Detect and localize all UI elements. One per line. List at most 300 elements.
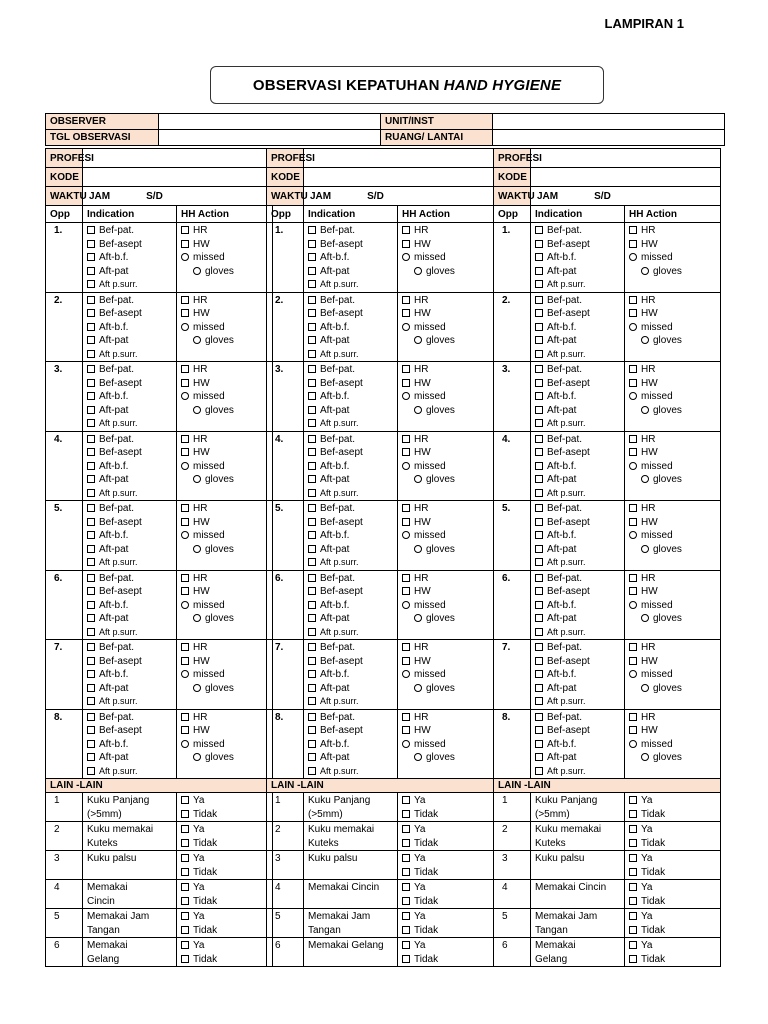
checkbox-icon[interactable] — [629, 448, 637, 456]
checkbox-icon[interactable] — [629, 518, 637, 526]
no-option[interactable] — [629, 924, 716, 938]
indication-option[interactable] — [87, 265, 172, 279]
checkbox-icon[interactable] — [535, 684, 543, 692]
missed-option[interactable] — [402, 460, 489, 474]
missed-option[interactable] — [402, 251, 489, 265]
indication-option[interactable] — [308, 765, 393, 779]
checkbox-icon[interactable] — [629, 868, 637, 876]
no-option[interactable] — [181, 953, 268, 967]
indication-option[interactable] — [308, 238, 393, 252]
indication-option[interactable] — [308, 668, 393, 682]
indication-option[interactable] — [308, 363, 393, 377]
gloves-option[interactable] — [402, 751, 489, 765]
checkbox-icon[interactable] — [402, 435, 410, 443]
hr-option[interactable] — [181, 502, 268, 516]
hw-option[interactable] — [181, 516, 268, 530]
indication-option[interactable] — [308, 321, 393, 335]
radio-circle-icon[interactable] — [193, 614, 201, 622]
checkbox-icon[interactable] — [629, 574, 637, 582]
checkbox-icon[interactable] — [181, 726, 189, 734]
missed-option[interactable] — [629, 321, 716, 335]
indication-option[interactable] — [308, 460, 393, 474]
missed-option[interactable] — [181, 529, 268, 543]
indication-option[interactable] — [308, 711, 393, 725]
missed-option[interactable] — [629, 251, 716, 265]
indication-option[interactable] — [87, 751, 172, 765]
indication-option[interactable] — [535, 334, 620, 348]
gloves-option[interactable] — [181, 543, 268, 557]
indication-option[interactable] — [535, 572, 620, 586]
indication-option[interactable] — [535, 724, 620, 738]
radio-circle-icon[interactable] — [402, 392, 410, 400]
checkbox-icon[interactable] — [402, 657, 410, 665]
checkbox-icon[interactable] — [402, 897, 410, 905]
radio-circle-icon[interactable] — [402, 253, 410, 261]
radio-circle-icon[interactable] — [641, 475, 649, 483]
hw-option[interactable] — [402, 377, 489, 391]
missed-option[interactable] — [629, 529, 716, 543]
indication-option[interactable] — [535, 711, 620, 725]
checkbox-icon[interactable] — [181, 309, 189, 317]
indication-option[interactable] — [308, 404, 393, 418]
checkbox-icon[interactable] — [87, 435, 95, 443]
checkbox-icon[interactable] — [629, 854, 637, 862]
radio-circle-icon[interactable] — [402, 531, 410, 539]
indication-option[interactable] — [535, 238, 620, 252]
hw-option[interactable] — [402, 516, 489, 530]
hw-option[interactable] — [181, 585, 268, 599]
gloves-option[interactable] — [402, 473, 489, 487]
hr-option[interactable] — [402, 294, 489, 308]
no-option[interactable] — [181, 837, 268, 851]
checkbox-icon[interactable] — [402, 854, 410, 862]
indication-option[interactable] — [87, 224, 172, 238]
checkbox-icon[interactable] — [308, 240, 316, 248]
code-field[interactable] — [304, 168, 494, 187]
indication-option[interactable] — [535, 348, 620, 362]
indication-option[interactable] — [535, 695, 620, 709]
checkbox-icon[interactable] — [629, 296, 637, 304]
checkbox-icon[interactable] — [629, 713, 637, 721]
gloves-option[interactable] — [629, 751, 716, 765]
indication-option[interactable] — [87, 251, 172, 265]
checkbox-icon[interactable] — [87, 670, 95, 678]
checkbox-icon[interactable] — [87, 350, 95, 358]
indication-option[interactable] — [308, 377, 393, 391]
indication-option[interactable] — [87, 626, 172, 640]
checkbox-icon[interactable] — [402, 448, 410, 456]
radio-circle-icon[interactable] — [629, 601, 637, 609]
yes-option[interactable] — [181, 881, 268, 895]
missed-option[interactable] — [402, 390, 489, 404]
indication-option[interactable] — [308, 738, 393, 752]
checkbox-icon[interactable] — [402, 810, 410, 818]
checkbox-icon[interactable] — [87, 253, 95, 261]
yes-option[interactable] — [181, 910, 268, 924]
indication-option[interactable] — [535, 307, 620, 321]
checkbox-icon[interactable] — [308, 435, 316, 443]
indication-option[interactable] — [87, 417, 172, 431]
hw-option[interactable] — [402, 585, 489, 599]
yes-option[interactable] — [181, 823, 268, 837]
checkbox-icon[interactable] — [402, 587, 410, 595]
indication-option[interactable] — [308, 585, 393, 599]
radio-circle-icon[interactable] — [641, 267, 649, 275]
radio-circle-icon[interactable] — [181, 462, 189, 470]
checkbox-icon[interactable] — [629, 897, 637, 905]
hw-option[interactable] — [629, 724, 716, 738]
checkbox-icon[interactable] — [308, 767, 316, 775]
radio-circle-icon[interactable] — [641, 406, 649, 414]
indication-option[interactable] — [535, 446, 620, 460]
gloves-option[interactable] — [181, 404, 268, 418]
checkbox-icon[interactable] — [181, 226, 189, 234]
yes-option[interactable] — [629, 939, 716, 953]
missed-option[interactable] — [402, 599, 489, 613]
checkbox-icon[interactable] — [535, 379, 543, 387]
indication-option[interactable] — [308, 599, 393, 613]
checkbox-icon[interactable] — [629, 379, 637, 387]
indication-option[interactable] — [87, 307, 172, 321]
unit-field[interactable] — [493, 114, 725, 130]
indication-option[interactable] — [87, 321, 172, 335]
checkbox-icon[interactable] — [535, 462, 543, 470]
checkbox-icon[interactable] — [535, 226, 543, 234]
indication-option[interactable] — [308, 265, 393, 279]
checkbox-icon[interactable] — [535, 280, 543, 288]
gloves-option[interactable] — [181, 682, 268, 696]
indication-option[interactable] — [87, 516, 172, 530]
checkbox-icon[interactable] — [308, 365, 316, 373]
indication-option[interactable] — [535, 460, 620, 474]
indication-option[interactable] — [87, 278, 172, 292]
indication-option[interactable] — [308, 572, 393, 586]
radio-circle-icon[interactable] — [629, 670, 637, 678]
checkbox-icon[interactable] — [308, 545, 316, 553]
gloves-option[interactable] — [181, 473, 268, 487]
indication-option[interactable] — [535, 321, 620, 335]
hw-option[interactable] — [181, 724, 268, 738]
radio-circle-icon[interactable] — [641, 336, 649, 344]
checkbox-icon[interactable] — [535, 697, 543, 705]
indication-option[interactable] — [87, 695, 172, 709]
indication-option[interactable] — [308, 278, 393, 292]
hw-option[interactable] — [181, 446, 268, 460]
hr-option[interactable] — [629, 433, 716, 447]
radio-circle-icon[interactable] — [193, 684, 201, 692]
checkbox-icon[interactable] — [181, 379, 189, 387]
checkbox-icon[interactable] — [87, 643, 95, 651]
missed-option[interactable] — [181, 460, 268, 474]
checkbox-icon[interactable] — [181, 926, 189, 934]
indication-option[interactable] — [535, 502, 620, 516]
checkbox-icon[interactable] — [402, 296, 410, 304]
hw-option[interactable] — [402, 446, 489, 460]
indication-option[interactable] — [535, 599, 620, 613]
checkbox-icon[interactable] — [181, 574, 189, 582]
hw-option[interactable] — [181, 307, 268, 321]
indication-option[interactable] — [535, 682, 620, 696]
checkbox-icon[interactable] — [535, 365, 543, 373]
hw-option[interactable] — [402, 724, 489, 738]
hw-option[interactable] — [629, 238, 716, 252]
yes-option[interactable] — [629, 823, 716, 837]
checkbox-icon[interactable] — [87, 587, 95, 595]
profession-field[interactable] — [304, 149, 494, 168]
hr-option[interactable] — [181, 294, 268, 308]
indication-option[interactable] — [535, 404, 620, 418]
checkbox-icon[interactable] — [402, 713, 410, 721]
checkbox-icon[interactable] — [535, 643, 543, 651]
checkbox-icon[interactable] — [181, 912, 189, 920]
checkbox-icon[interactable] — [402, 941, 410, 949]
checkbox-icon[interactable] — [308, 379, 316, 387]
gloves-option[interactable] — [629, 404, 716, 418]
hr-option[interactable] — [402, 641, 489, 655]
missed-option[interactable] — [181, 738, 268, 752]
checkbox-icon[interactable] — [181, 657, 189, 665]
radio-circle-icon[interactable] — [414, 475, 422, 483]
checkbox-icon[interactable] — [308, 296, 316, 304]
missed-option[interactable] — [402, 668, 489, 682]
checkbox-icon[interactable] — [535, 323, 543, 331]
checkbox-icon[interactable] — [535, 475, 543, 483]
checkbox-icon[interactable] — [535, 504, 543, 512]
radio-circle-icon[interactable] — [402, 740, 410, 748]
radio-circle-icon[interactable] — [629, 253, 637, 261]
checkbox-icon[interactable] — [308, 336, 316, 344]
checkbox-icon[interactable] — [87, 614, 95, 622]
checkbox-icon[interactable] — [87, 406, 95, 414]
checkbox-icon[interactable] — [87, 767, 95, 775]
checkbox-icon[interactable] — [535, 419, 543, 427]
checkbox-icon[interactable] — [402, 926, 410, 934]
no-option[interactable] — [402, 924, 489, 938]
indication-option[interactable] — [535, 543, 620, 557]
hw-option[interactable] — [629, 655, 716, 669]
radio-circle-icon[interactable] — [181, 392, 189, 400]
gloves-option[interactable] — [402, 543, 489, 557]
checkbox-icon[interactable] — [181, 839, 189, 847]
radio-circle-icon[interactable] — [181, 323, 189, 331]
checkbox-icon[interactable] — [402, 309, 410, 317]
checkbox-icon[interactable] — [308, 753, 316, 761]
checkbox-icon[interactable] — [629, 825, 637, 833]
checkbox-icon[interactable] — [87, 753, 95, 761]
indication-option[interactable] — [535, 278, 620, 292]
hw-option[interactable] — [629, 585, 716, 599]
missed-option[interactable] — [402, 529, 489, 543]
checkbox-icon[interactable] — [535, 336, 543, 344]
indication-option[interactable] — [308, 502, 393, 516]
indication-option[interactable] — [87, 543, 172, 557]
checkbox-icon[interactable] — [535, 713, 543, 721]
indication-option[interactable] — [87, 738, 172, 752]
checkbox-icon[interactable] — [87, 419, 95, 427]
checkbox-icon[interactable] — [629, 643, 637, 651]
no-option[interactable] — [629, 837, 716, 851]
checkbox-icon[interactable] — [535, 240, 543, 248]
radio-circle-icon[interactable] — [402, 323, 410, 331]
indication-option[interactable] — [535, 612, 620, 626]
no-option[interactable] — [629, 808, 716, 822]
checkbox-icon[interactable] — [535, 448, 543, 456]
indication-option[interactable] — [535, 655, 620, 669]
checkbox-icon[interactable] — [629, 226, 637, 234]
checkbox-icon[interactable] — [535, 601, 543, 609]
gloves-option[interactable] — [402, 265, 489, 279]
radio-circle-icon[interactable] — [641, 684, 649, 692]
hr-option[interactable] — [402, 502, 489, 516]
indication-option[interactable] — [535, 224, 620, 238]
gloves-option[interactable] — [629, 543, 716, 557]
checkbox-icon[interactable] — [308, 280, 316, 288]
checkbox-icon[interactable] — [629, 504, 637, 512]
radio-circle-icon[interactable] — [193, 475, 201, 483]
checkbox-icon[interactable] — [181, 810, 189, 818]
indication-option[interactable] — [87, 655, 172, 669]
checkbox-icon[interactable] — [629, 941, 637, 949]
no-option[interactable] — [181, 808, 268, 822]
indication-option[interactable] — [87, 238, 172, 252]
radio-circle-icon[interactable] — [641, 545, 649, 553]
checkbox-icon[interactable] — [535, 545, 543, 553]
checkbox-icon[interactable] — [308, 628, 316, 636]
checkbox-icon[interactable] — [308, 740, 316, 748]
missed-option[interactable] — [181, 321, 268, 335]
yes-option[interactable] — [402, 939, 489, 953]
checkbox-icon[interactable] — [87, 336, 95, 344]
checkbox-icon[interactable] — [87, 697, 95, 705]
checkbox-icon[interactable] — [87, 489, 95, 497]
hr-option[interactable] — [629, 502, 716, 516]
checkbox-icon[interactable] — [535, 670, 543, 678]
hw-option[interactable] — [629, 377, 716, 391]
checkbox-icon[interactable] — [535, 614, 543, 622]
hr-option[interactable] — [629, 294, 716, 308]
checkbox-icon[interactable] — [87, 226, 95, 234]
indication-option[interactable] — [87, 446, 172, 460]
checkbox-icon[interactable] — [402, 518, 410, 526]
checkbox-icon[interactable] — [308, 267, 316, 275]
checkbox-icon[interactable] — [535, 392, 543, 400]
indication-option[interactable] — [535, 626, 620, 640]
no-option[interactable] — [402, 866, 489, 880]
checkbox-icon[interactable] — [87, 462, 95, 470]
hr-option[interactable] — [402, 711, 489, 725]
checkbox-icon[interactable] — [629, 435, 637, 443]
indication-option[interactable] — [87, 433, 172, 447]
checkbox-icon[interactable] — [629, 657, 637, 665]
indication-option[interactable] — [87, 682, 172, 696]
checkbox-icon[interactable] — [535, 267, 543, 275]
checkbox-icon[interactable] — [402, 379, 410, 387]
radio-circle-icon[interactable] — [193, 753, 201, 761]
checkbox-icon[interactable] — [308, 643, 316, 651]
gloves-option[interactable] — [629, 682, 716, 696]
checkbox-icon[interactable] — [402, 883, 410, 891]
checkbox-icon[interactable] — [535, 253, 543, 261]
indication-option[interactable] — [87, 612, 172, 626]
indication-option[interactable] — [87, 473, 172, 487]
yes-option[interactable] — [402, 852, 489, 866]
hw-option[interactable] — [181, 377, 268, 391]
checkbox-icon[interactable] — [535, 740, 543, 748]
yes-option[interactable] — [402, 910, 489, 924]
hr-option[interactable] — [402, 572, 489, 586]
missed-option[interactable] — [181, 668, 268, 682]
observer-field[interactable] — [159, 114, 381, 130]
checkbox-icon[interactable] — [535, 435, 543, 443]
checkbox-icon[interactable] — [535, 657, 543, 665]
checkbox-icon[interactable] — [629, 240, 637, 248]
checkbox-icon[interactable] — [87, 713, 95, 721]
checkbox-icon[interactable] — [308, 309, 316, 317]
checkbox-icon[interactable] — [308, 587, 316, 595]
checkbox-icon[interactable] — [535, 296, 543, 304]
checkbox-icon[interactable] — [308, 350, 316, 358]
hr-option[interactable] — [181, 641, 268, 655]
checkbox-icon[interactable] — [181, 955, 189, 963]
hw-option[interactable] — [402, 307, 489, 321]
gloves-option[interactable] — [181, 265, 268, 279]
checkbox-icon[interactable] — [308, 558, 316, 566]
yes-option[interactable] — [629, 881, 716, 895]
indication-option[interactable] — [87, 585, 172, 599]
checkbox-icon[interactable] — [535, 309, 543, 317]
checkbox-icon[interactable] — [87, 574, 95, 582]
yes-option[interactable] — [181, 852, 268, 866]
hr-option[interactable] — [181, 711, 268, 725]
yes-option[interactable] — [181, 939, 268, 953]
indication-option[interactable] — [535, 529, 620, 543]
indication-option[interactable] — [308, 641, 393, 655]
checkbox-icon[interactable] — [402, 240, 410, 248]
missed-option[interactable] — [402, 321, 489, 335]
indication-option[interactable] — [308, 682, 393, 696]
checkbox-icon[interactable] — [87, 296, 95, 304]
checkbox-icon[interactable] — [308, 462, 316, 470]
checkbox-icon[interactable] — [308, 323, 316, 331]
indication-option[interactable] — [535, 390, 620, 404]
indication-option[interactable] — [87, 460, 172, 474]
indication-option[interactable] — [308, 626, 393, 640]
checkbox-icon[interactable] — [181, 713, 189, 721]
radio-circle-icon[interactable] — [641, 753, 649, 761]
no-option[interactable] — [629, 953, 716, 967]
checkbox-icon[interactable] — [181, 518, 189, 526]
checkbox-icon[interactable] — [535, 574, 543, 582]
radio-circle-icon[interactable] — [414, 753, 422, 761]
checkbox-icon[interactable] — [308, 253, 316, 261]
radio-circle-icon[interactable] — [181, 531, 189, 539]
checkbox-icon[interactable] — [308, 489, 316, 497]
hw-option[interactable] — [629, 307, 716, 321]
checkbox-icon[interactable] — [402, 825, 410, 833]
checkbox-icon[interactable] — [535, 753, 543, 761]
checkbox-icon[interactable] — [308, 657, 316, 665]
checkbox-icon[interactable] — [181, 854, 189, 862]
indication-option[interactable] — [308, 294, 393, 308]
checkbox-icon[interactable] — [181, 448, 189, 456]
indication-option[interactable] — [308, 433, 393, 447]
radio-circle-icon[interactable] — [641, 614, 649, 622]
checkbox-icon[interactable] — [87, 531, 95, 539]
checkbox-icon[interactable] — [87, 309, 95, 317]
hr-option[interactable] — [181, 433, 268, 447]
indication-option[interactable] — [87, 556, 172, 570]
hr-option[interactable] — [629, 711, 716, 725]
